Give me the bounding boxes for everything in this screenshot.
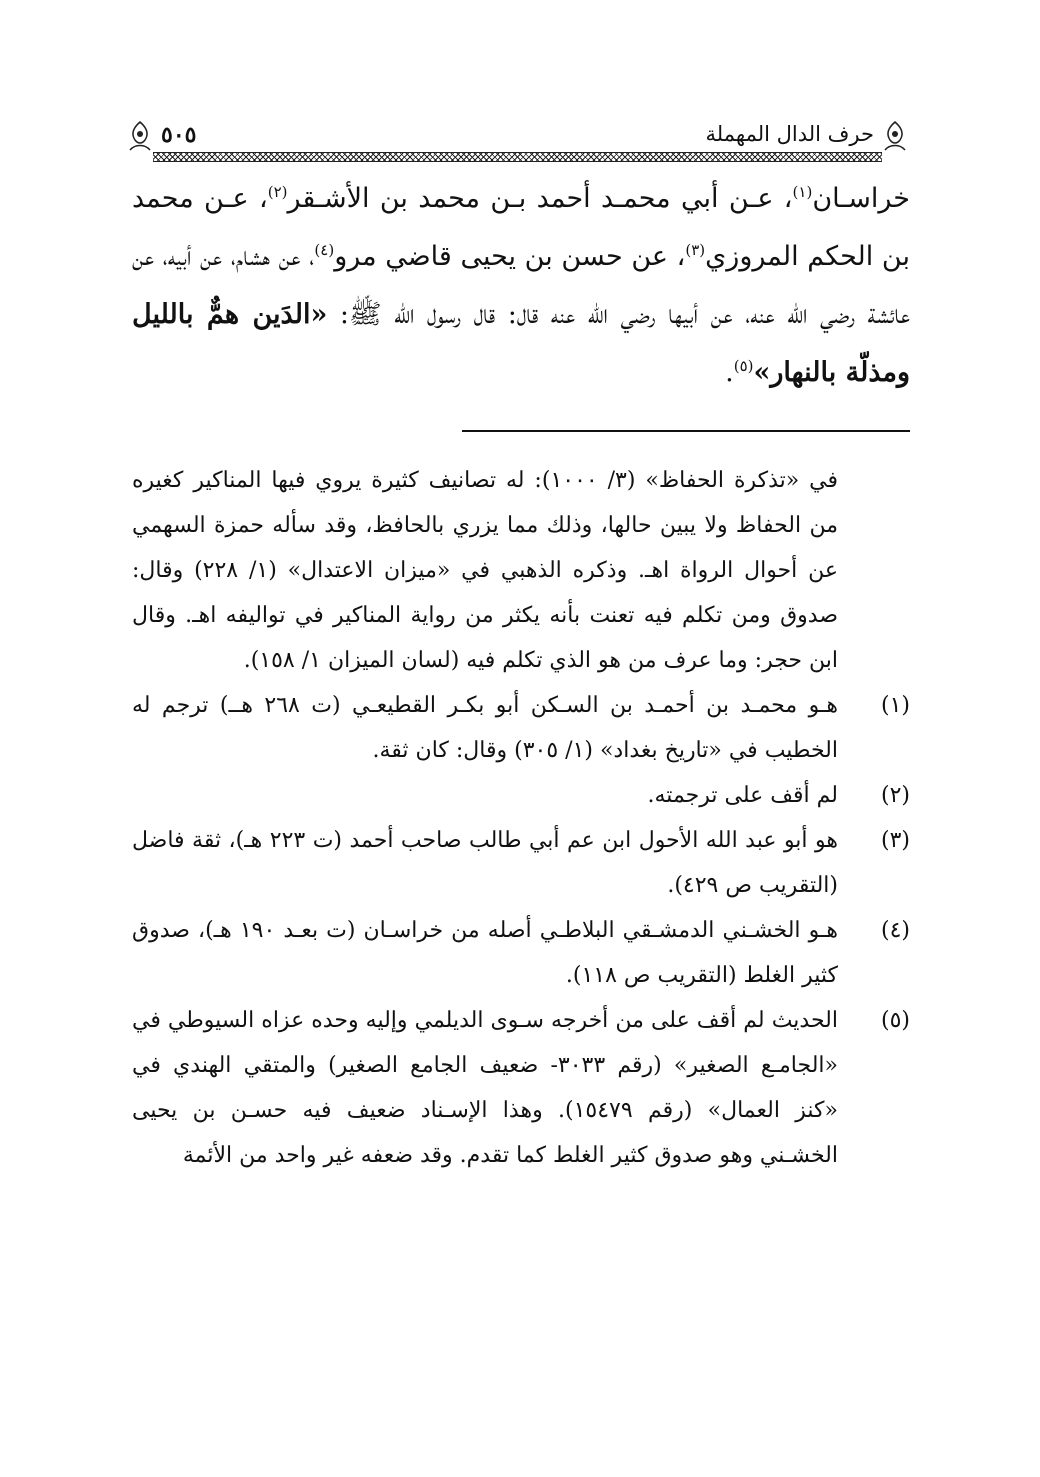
main-text-segment: . bbox=[725, 357, 734, 388]
footnote-item bbox=[132, 773, 910, 818]
hadith-quote: «الدَين همٌّ بالليل ومذلّة بالنهار» bbox=[132, 299, 910, 388]
footnote-ref: (٣) bbox=[685, 241, 706, 259]
footnote-text: لم أقف على ترجمته. bbox=[647, 783, 838, 808]
page-number: ٥٠٥ bbox=[161, 122, 197, 148]
footnote-ref: (٤) bbox=[314, 241, 335, 259]
main-text-segment: ، عـن أبي محمـد أحمد بـن محمد بن الأشـقر bbox=[287, 183, 793, 214]
footnote-item bbox=[132, 683, 910, 773]
footnote-ref: (٥) bbox=[733, 357, 754, 375]
footnote-item bbox=[132, 818, 910, 908]
main-text-segment: ، عـن محمد بن الحكم المروزي bbox=[132, 183, 910, 272]
footnote-divider bbox=[462, 430, 910, 432]
main-paragraph bbox=[132, 170, 910, 402]
footnote-number: (٤) bbox=[880, 918, 910, 943]
main-body-text bbox=[132, 170, 910, 402]
ornament-icon bbox=[880, 120, 910, 154]
footnote-text: هو أبو عبد الله الأحول ابن عم أبي طالب صاحب أحمد (ت ٢٢٣ هـ)، ثقة فاضل (التقريب ص ٤٢٩). bbox=[132, 828, 838, 898]
footnote-text: هـو الخشـني الدمشـقي البلاطـي أصله من خراسـان (ت بعـد ١٩٠ هـ)، صدوق كثير الغلط (التقريب ص ١١٨). bbox=[132, 918, 838, 988]
footnote-number: (٥) bbox=[880, 1008, 910, 1033]
footnote-text: الحديث لم أقف على من أخرجه سـوى الديلمي وإليه وحده عزاه السيوطي في «الجامـع الصغير» (رقم ٣٠٣٣- ضعيف الجامع الصغير) والمتقي الهندي في «كنز العمال» (رقم ١٥٤٧٩). وهذا الإسـناد ضعيف فيه حسـن بن يحيى الخشـني وهو صدوق كثير الغلط كما تقدم. وقد ضعفه غير واحد من الأئمة bbox=[132, 1008, 838, 1168]
footnote-number: (١) bbox=[880, 693, 910, 718]
chapter-title: حرف الدال المهملة bbox=[705, 122, 874, 146]
main-text-segment: ، عن حسن بن يحيى قاضي مرو bbox=[334, 241, 686, 272]
footnotes-section bbox=[132, 458, 910, 1178]
footnote-ref: (١) bbox=[792, 183, 813, 201]
header-border bbox=[153, 152, 882, 162]
ornament-icon bbox=[125, 120, 155, 154]
footnote-item bbox=[132, 998, 910, 1178]
footnote-continuation: في «تذكرة الحفاظ» (٣/ ١٠٠٠): له تصانيف كثيرة يروي فيها المناكير كغيره من الحفاظ ولا يبين حالها، وذلك مما يزري بالحافظ، وقد سأله حمزة السهمي عن أحوال الرواة اهـ. وذكره الذهبي في «ميزان الاعتدال» (١/ ٢٢٨) وقال: صدوق ومن تكلم فيه تعنت بأنه يكثر من رواية المناكير في تواليفه اهـ. وقال ابن حجر: وما عرف من هو الذي تكلم فيه (لسان الميزان ١/ ١٥٨). bbox=[132, 468, 839, 673]
footnote-text: هـو محمـد بن أحمـد بن السـكن أبو بكـر القطيعـي (ت ٢٦٨ هــ) ترجم له الخطيب في «تاريخ بغداد» (١/ ٣٠٥) وقال: كان ثقة. bbox=[132, 693, 839, 763]
page-header bbox=[125, 120, 910, 162]
footnote-number: (٢) bbox=[880, 783, 910, 808]
footnote-item bbox=[132, 908, 910, 998]
main-text-segment: خراسـان bbox=[812, 183, 910, 214]
footnote-number: (٣) bbox=[880, 828, 910, 853]
footnote-ref: (٢) bbox=[267, 183, 288, 201]
main-text-segment: ، عن هشام، عن أبيه، عن عائشة رضي الله عنه، عن أبيها رضي الله عنه قال: قال رسول الله ﷺ: bbox=[132, 241, 911, 330]
